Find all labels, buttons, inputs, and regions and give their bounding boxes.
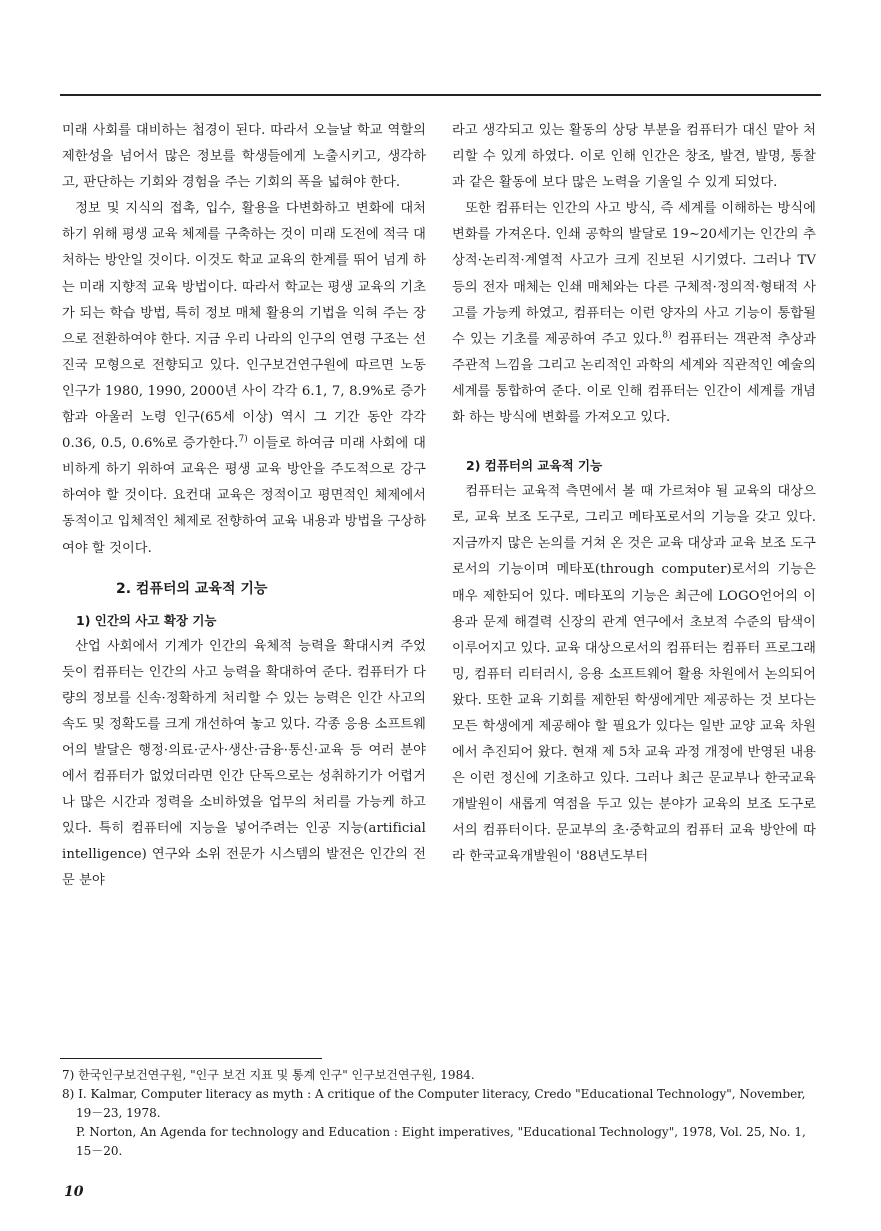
right-paragraph-2-tail: 컴퓨터는 객관적 추상과 주관적 느낌을 그리고 논리적인 과학의 세계와 직관적인 예술의 세계를 통합하여 준다. 이로 인해 컴퓨터는 인간이 세계를 개념화 하는 방식에 변화를 가져오고 있다.: [452, 331, 816, 426]
footnote-ref-8: 8): [662, 330, 672, 341]
page-number: 10: [64, 1184, 84, 1200]
footnote-rule: [60, 1058, 322, 1059]
subsection-heading-1: 1) 인간의 사고 확장 기능: [76, 612, 217, 628]
left-paragraph-2: [62, 196, 426, 561]
left-column: [62, 118, 426, 895]
body-columns: [62, 118, 816, 895]
right-column: [452, 118, 816, 895]
footnote-8: 8) I. Kalmar, Computer literacy as myth : A critique of the Computer literacy, Credo "Educational Technology", November, 19－23, 1978.: [62, 1087, 806, 1120]
left-paragraph-2-tail: 이들로 하여금 미래 사회에 대비하게 하기 위하여 교육은 평생 교육 방안을 주도적으로 강구하여야 할 것이다. 요컨대 교육은 정적이고 평면적인 체제에서 동적이고 입체적인 체제로 전향하여 교육 내용과 방법을 구상하여야 할 것이다.: [62, 436, 427, 556]
right-paragraph-3: 컴퓨터는 교육적 측면에서 볼 때 가르쳐야 될 교육의 대상으로, 교육 보조 도구로, 그리고 메타포로서의 기능을 갖고 있다. 지금까지 많은 논의를 거쳐 온 것은 교육 대상과 교육 보조 도구로서의 기능이며 메타포(through computer)로서의 기능은 매우 제한되어 있다. 메타포의 기능은 최근에 LOGO언어의 이용과 문제 해결력 신장의 관계 연구에서 초보적 수준의 탐색이 이루어지고 있다. 교육 대상으로서의 컴퓨터는 컴퓨터 프로그래밍, 컴퓨터 리터러시, 응용 소프트웨어 활용 차원에서 논의되어 왔다. 또한 교육 기회를 제한된 학생에게만 제공하는 것 보다는 모든 학생에게 제공해야 할 필요가 있다는 일반 교양 교육 차원에서 추진되어 왔다. 현재 제 5차 교육 과정 개정에 반영된 내용은 이런 정신에 기초하고 있다. 그러나 최근 문교부나 한국교육개발원이 새롭게 역점을 두고 있는 분야가 교육의 보조 도구로서의 컴퓨터이다. 문교부의 초·중학교의 컴퓨터 교육 방안에 따라 한국교육개발원이 '88년도부터: [452, 484, 816, 865]
footnote-ref-7: 7): [238, 434, 248, 445]
subsection-heading-2: 2) 컴퓨터의 교육적 기능: [466, 458, 603, 474]
section-heading: 2. 컴퓨터의 교육적 기능: [116, 580, 268, 597]
left-paragraph-1: 미래 사회를 대비하는 첩경이 된다. 따라서 오늘날 학교 역할의 제한성을 넘어서 많은 정보를 학생들에게 노출시키고, 생각하고, 판단하는 기회와 경험을 주는 기회의 폭을 넓혀야 한다.: [62, 123, 426, 191]
left-paragraph-2-text: 정보 및 지식의 접촉, 입수, 활용을 다변화하고 변화에 대처하기 위해 평생 교육 체제를 구축하는 것이 미래 도전에 적극 대처하는 방안일 것이다. 이것도 학교 교육의 한계를 뛰어 넘게 하는 미래 지향적 교육 방법이다. 따라서 학교는 평생 교육의 기초가 되는 학습 방법, 특히 정보 매체 활용의 기법을 익혀 주는 장으로 전환하여야 한다. 지금 우리 나라의 인구의 연령 구조는 선진국 모형으로 전향되고 있다. 인구보건연구원에 따르면 노동 인구가 1980, 1990, 2000년 사이 각각 6.1, 7, 8.9%로 증가함과 아울러 노령 인구(65세 이상) 역시 그 기간 동안 각각 0.36, 0.5, 0.6%로 증가한다.: [62, 201, 426, 452]
right-paragraph-1: 라고 생각되고 있는 활동의 상당 부분을 컴퓨터가 대신 맡아 처리할 수 있게 하였다. 이로 인해 인간은 창조, 발견, 발명, 통찰과 같은 활동에 보다 많은 노력을 기울일 수 있게 되었다.: [452, 123, 816, 191]
right-paragraph-2-text: 또한 컴퓨터는 인간의 사고 방식, 즉 세계를 이해하는 방식에 변화를 가져온다. 인쇄 공학의 발달로 19∼20세기는 인간의 추상적·논리적·계열적 사고가 크게 진보된 시기였다. 그러나 TV 등의 전자 매체는 인쇄 매체와는 다른 구체적·정의적·형태적 사고를 가능케 하였고, 컴퓨터는 이런 양자의 사고 기능이 통합될 수 있는 기초를 제공하여 주고 있다.: [452, 201, 816, 347]
left-paragraph-3: 산업 사회에서 기계가 인간의 육체적 능력을 확대시켜 주었듯이 컴퓨터는 인간의 사고 능력을 확대하여 준다. 컴퓨터가 다량의 정보를 신속·정확하게 처리할 수 있는 능력은 인간 사고의 속도 및 정확도를 크게 개선하여 놓고 있다. 각종 응용 소프트웨어의 발달은 행정·의료·군사·생산·금융·통신·교육 등 여러 분야에서 컴퓨터가 없었더라면 인간 단독으로는 성취하기가 어렵거나 많은 시간과 정력을 소비하였을 업무의 처리를 가능케 하고 있다. 특히 컴퓨터에 지능을 넣어주려는 인공 지능(artificial intelligence) 연구와 소위 전문가 시스템의 발전은 인간의 전문 분야: [62, 638, 426, 889]
footnote-8-continued: P. Norton, An Agenda for technology and Education : Eight imperatives, "Educational Technology", 1978, Vol. 25, No. 1, 15－20.: [76, 1125, 806, 1158]
footnotes: [62, 1066, 822, 1161]
footnote-7: 7) 한국인구보건연구원, "인구 보건 지표 및 통계 인구" 인구보건연구원, 1984.: [62, 1068, 475, 1082]
right-paragraph-2: [452, 196, 816, 431]
header-rule: [60, 94, 821, 96]
